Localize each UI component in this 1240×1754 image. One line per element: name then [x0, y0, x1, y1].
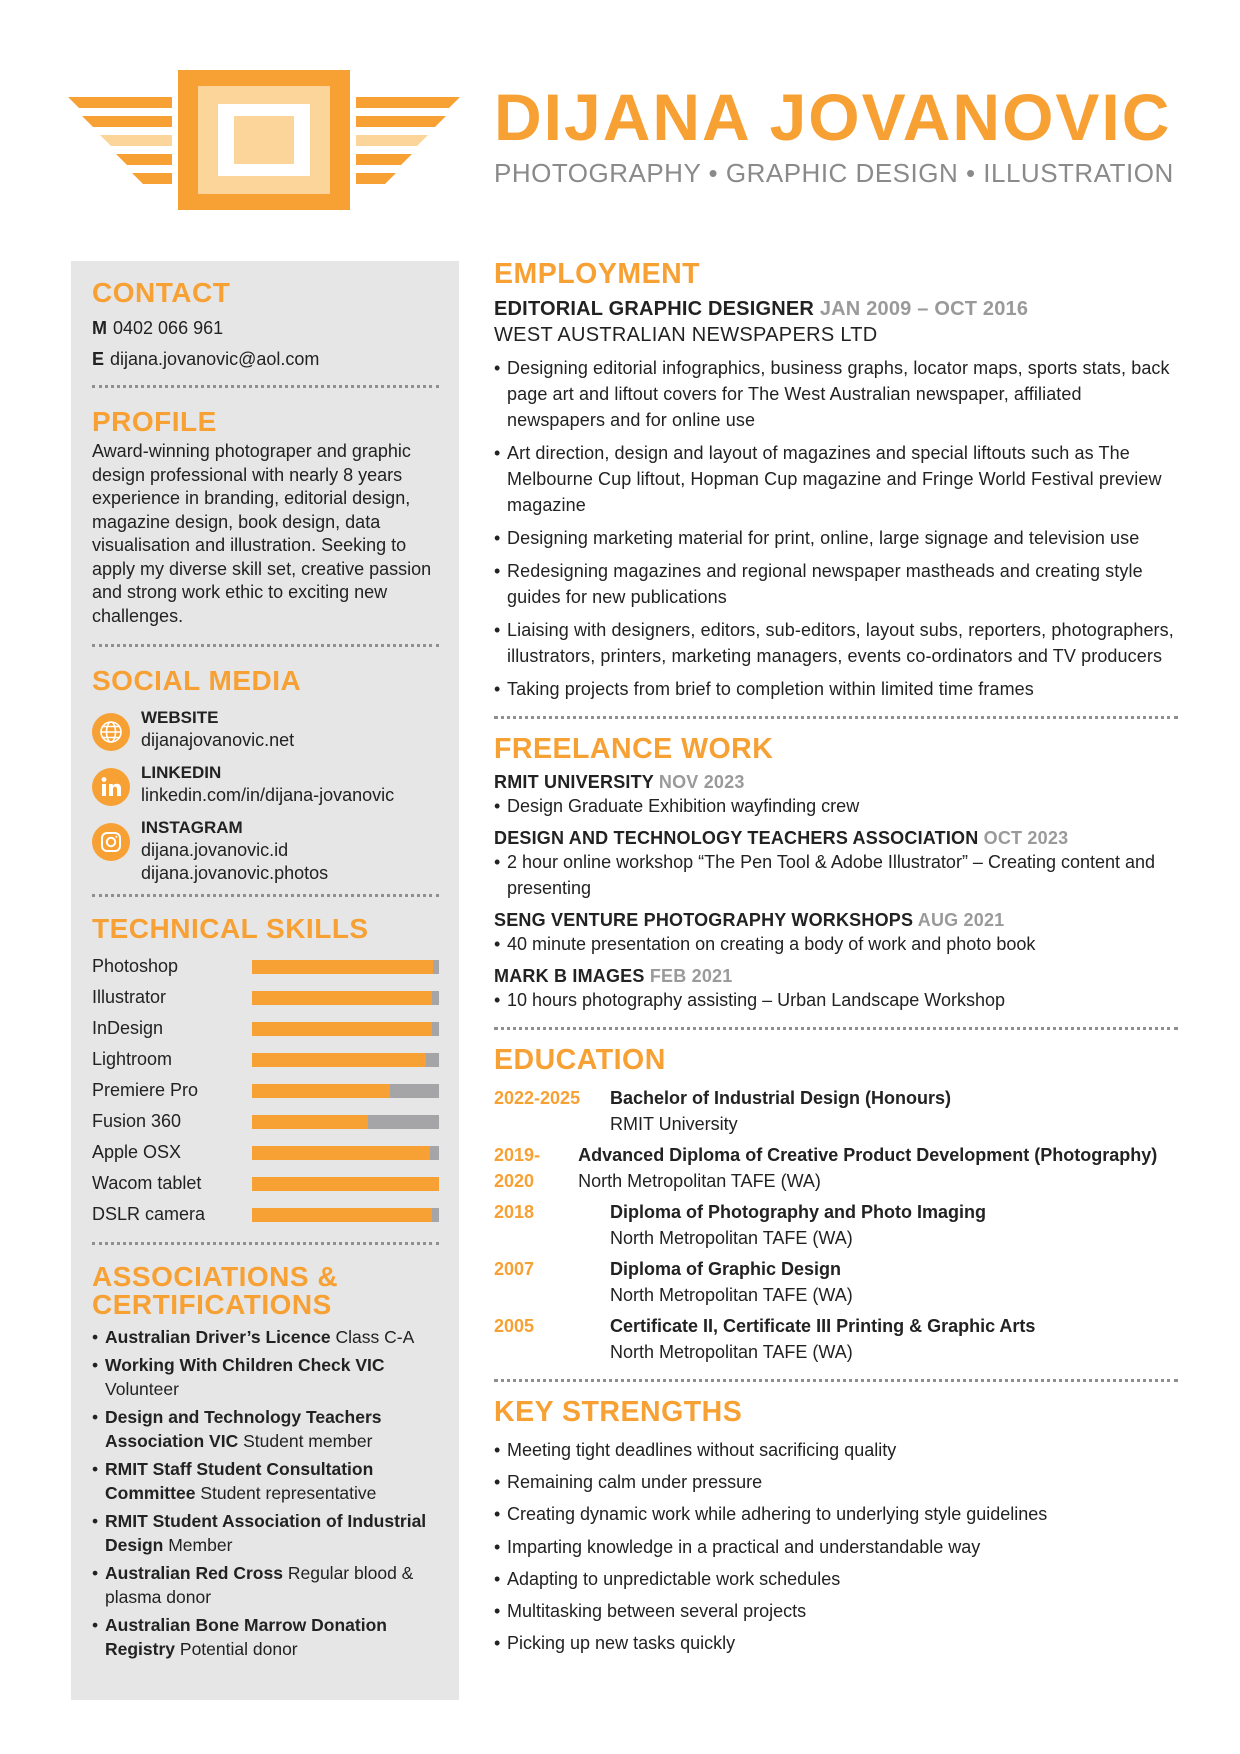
skill-bar-fill	[252, 1208, 432, 1222]
strength-item: • Remaining calm under pressure	[494, 1466, 1178, 1498]
education-year: 2007	[494, 1258, 535, 1279]
association-detail: Potential donor	[179, 1639, 298, 1659]
education-degree: Diploma of Graphic Design	[610, 1258, 842, 1279]
freelance-desc: • 40 minute presentation on creating a body of work and photo book	[494, 931, 1178, 957]
association-detail: Member	[168, 1535, 233, 1555]
job-title	[494, 298, 1178, 321]
association-item	[92, 1353, 439, 1401]
skill-bar	[252, 1022, 439, 1036]
association-item	[92, 1509, 439, 1557]
association-item	[92, 1325, 439, 1349]
skill-row	[92, 1075, 439, 1106]
skill-bar-fill	[252, 1146, 430, 1160]
education-body	[610, 1199, 986, 1251]
skill-bar	[252, 960, 439, 974]
education-body	[610, 1085, 951, 1137]
divider	[92, 644, 439, 647]
skill-name: InDesign	[92, 1018, 164, 1038]
associations-list	[92, 1325, 439, 1661]
association-item	[92, 1457, 439, 1505]
email-value[interactable]: dijana.jovanovic@aol.com	[110, 348, 320, 369]
mobile-label: M	[92, 318, 107, 338]
skill-bar	[252, 991, 439, 1005]
freelance-org: RMIT UNIVERSITY	[494, 772, 654, 792]
profile-text: Award-winning photograper and graphic design professional with nearly 8 years experience in branding, editorial design, magazine design, book design, data visualisation and illustration. Seeking to apply my diverse skill set, creative passion and strong work ethic to exciting new challenges.	[92, 441, 432, 626]
skill-bar	[252, 1208, 439, 1222]
employment-heading: EMPLOYMENT	[494, 258, 701, 290]
linkedin-link[interactable]: linkedin.com/in/dijana-jovanovic	[141, 785, 395, 805]
education-row	[494, 1142, 1178, 1194]
association-name: Working With Children Check VIC	[105, 1355, 385, 1375]
strengths-list	[494, 1434, 1178, 1659]
skill-row	[92, 1137, 439, 1168]
freelance-org: DESIGN AND TECHNOLOGY TEACHERS ASSOCIATION	[494, 828, 979, 848]
website-label: WEBSITE	[141, 708, 219, 727]
employment-bullet: • Designing editorial infographics, business graphs, locator maps, sports stats, back page art and liftout covers for The West Australian newspaper, affiliated newspapers and for online use	[494, 355, 1178, 433]
strength-item: • Multitasking between several projects	[494, 1595, 1178, 1627]
education-degree: Diploma of Photography and Photo Imaging	[610, 1201, 986, 1222]
contact-email	[92, 348, 439, 371]
education-body	[610, 1256, 853, 1308]
instagram-icon	[92, 823, 130, 861]
associations-heading-line-2: CERTIFICATIONS	[92, 1289, 332, 1320]
strength-item: • Creating dynamic work while adhering to underlying style guidelines	[494, 1498, 1178, 1530]
association-item	[92, 1613, 439, 1661]
education-body	[610, 1313, 1035, 1365]
education-degree: Bachelor of Industrial Design (Honours)	[610, 1087, 952, 1108]
association-item	[92, 1405, 439, 1453]
website-link[interactable]: dijanajovanovic.net	[141, 730, 295, 750]
skill-bar-fill	[252, 1022, 432, 1036]
association-detail: Class C-A	[335, 1327, 415, 1347]
email-label: E	[92, 348, 105, 369]
education-year: 2018	[494, 1201, 535, 1222]
skill-bar-fill	[252, 1177, 439, 1191]
freelance-list	[494, 772, 1178, 1013]
education-row	[494, 1085, 1178, 1137]
divider	[92, 385, 439, 388]
freelance-desc: • 10 hours photography assisting – Urban Landscape Workshop	[494, 987, 1178, 1013]
association-name: RMIT Staff Student Consultation Committee	[105, 1459, 374, 1503]
social-website[interactable]	[92, 707, 439, 752]
education-row	[494, 1199, 1178, 1251]
profile-heading: PROFILE	[92, 406, 217, 437]
freelance-org: SENG VENTURE PHOTOGRAPHY WORKSHOPS	[494, 910, 914, 930]
skill-row	[92, 951, 439, 982]
freelance-date: FEB 2021	[649, 966, 733, 986]
skill-name: Apple OSX	[92, 1142, 182, 1162]
association-name: Australian Red Cross	[105, 1563, 283, 1583]
employment-bullet: • Taking projects from brief to completion within limited time frames	[494, 676, 1178, 702]
skill-row	[92, 982, 439, 1013]
divider	[494, 1027, 1178, 1030]
association-detail: Student representative	[200, 1483, 377, 1503]
freelance-org: MARK B IMAGES	[494, 966, 645, 986]
skill-name: Lightroom	[92, 1049, 173, 1069]
education-school: North Metropolitan TAFE (WA)	[610, 1284, 853, 1305]
freelance-desc: • 2 hour online workshop “The Pen Tool & Adobe Illustrator” – Creating content and presenting	[494, 849, 1178, 901]
association-detail: Volunteer	[105, 1379, 179, 1399]
strength-item: • Adapting to unpredictable work schedules	[494, 1563, 1178, 1595]
education-year: 2022-2025	[494, 1087, 581, 1108]
skills-list	[92, 951, 439, 1230]
education-year: 2019-2020	[494, 1144, 541, 1191]
instagram-label: INSTAGRAM	[141, 818, 243, 837]
education-list	[494, 1085, 1178, 1365]
education-row	[494, 1256, 1178, 1308]
social-heading: SOCIAL MEDIA	[92, 665, 302, 696]
education-row	[494, 1313, 1178, 1365]
association-detail: Regular blood & plasma donor	[105, 1563, 414, 1607]
social-instagram[interactable]	[92, 817, 439, 885]
skill-row	[92, 1013, 439, 1044]
skill-bar-fill	[252, 1115, 368, 1129]
divider	[92, 1242, 439, 1245]
candidate-tagline: PHOTOGRAPHY • GRAPHIC DESIGN • ILLUSTRATION	[494, 158, 1174, 188]
education-school: North Metropolitan TAFE (WA)	[610, 1227, 853, 1248]
employment-bullets	[494, 355, 1178, 702]
skill-name: Photoshop	[92, 956, 179, 976]
job-dates: JAN 2009 – OCT 2016	[819, 297, 1029, 320]
social-linkedin[interactable]	[92, 762, 439, 807]
freelance-desc: • Design Graduate Exhibition wayfinding crew	[494, 793, 1178, 819]
education-degree: Certificate II, Certificate III Printing & Graphic Arts	[610, 1315, 1036, 1336]
main-column	[494, 260, 1178, 1659]
skill-row	[92, 1199, 439, 1230]
skill-row	[92, 1106, 439, 1137]
employment-bullet: • Redesigning magazines and regional newspaper mastheads and creating style guides for new publications	[494, 558, 1178, 610]
strength-item: • Meeting tight deadlines without sacrificing quality	[494, 1434, 1178, 1466]
skill-bar	[252, 1177, 439, 1191]
candidate-name: DIJANA JOVANOVIC	[494, 80, 1172, 154]
association-detail: Student member	[243, 1431, 373, 1451]
monogram-logo	[68, 70, 460, 210]
freelance-heading: FREELANCE WORK	[494, 732, 774, 765]
skills-heading: TECHNICAL SKILLS	[92, 913, 369, 944]
skill-name: Wacom tablet	[92, 1173, 202, 1193]
freelance-title	[494, 772, 1178, 793]
employment-bullet: • Liaising with designers, editors, sub-editors, layout subs, reporters, photographers, illustrators, printers, marketing managers, events co-ordinators and TV producers	[494, 617, 1178, 669]
instagram-link-2[interactable]: dijana.jovanovic.photos	[141, 863, 329, 883]
association-name: RMIT Student Association of Industrial Design	[105, 1511, 427, 1555]
association-name: Design and Technology Teachers Association VIC	[105, 1407, 382, 1451]
education-school: North Metropolitan TAFE (WA)	[578, 1170, 821, 1191]
skill-bar	[252, 1053, 439, 1067]
skill-name: Fusion 360	[92, 1111, 182, 1131]
skill-bar	[252, 1146, 439, 1160]
instagram-link-1[interactable]: dijana.jovanovic.id	[141, 840, 289, 860]
strength-item: • Imparting knowledge in a practical and understandable way	[494, 1531, 1178, 1563]
education-body	[578, 1142, 1178, 1194]
freelance-date: NOV 2023	[658, 772, 745, 792]
skill-bar	[252, 1115, 439, 1129]
skill-row	[92, 1044, 439, 1075]
education-degree: Advanced Diploma of Creative Product Development (Photography)	[578, 1144, 1158, 1165]
freelance-date: AUG 2021	[917, 910, 1005, 930]
education-school: RMIT University	[610, 1113, 738, 1134]
divider	[494, 1379, 1178, 1382]
job-title-text: EDITORIAL GRAPHIC DESIGNER	[494, 297, 815, 320]
globe-icon	[92, 713, 130, 751]
skill-bar-fill	[252, 960, 434, 974]
skill-name: Premiere Pro	[92, 1080, 199, 1100]
skill-name: DSLR camera	[92, 1204, 206, 1224]
association-name: Australian Bone Marrow Donation Registry	[105, 1615, 387, 1659]
skill-bar-fill	[252, 1053, 426, 1067]
education-heading: EDUCATION	[494, 1044, 666, 1076]
employment-bullet: • Designing marketing material for print, online, large signage and television use	[494, 525, 1178, 551]
strength-item: • Picking up new tasks quickly	[494, 1627, 1178, 1659]
skill-row	[92, 1168, 439, 1199]
education-year: 2005	[494, 1315, 535, 1336]
skill-bar-fill	[252, 1084, 391, 1098]
freelance-title	[494, 828, 1178, 849]
freelance-date: OCT 2023	[983, 828, 1069, 848]
freelance-title	[494, 966, 1178, 987]
contact-heading: CONTACT	[92, 277, 231, 308]
divider	[494, 716, 1178, 719]
association-item	[92, 1561, 439, 1609]
job-company: WEST AUSTRALIAN NEWSPAPERS LTD	[494, 323, 878, 346]
strengths-heading: KEY STRENGTHS	[494, 1395, 743, 1428]
skill-bar-fill	[252, 991, 432, 1005]
linkedin-icon	[92, 768, 130, 806]
sidebar	[71, 261, 459, 1700]
divider	[92, 894, 439, 897]
association-name: Australian Driver’s Licence	[105, 1327, 331, 1347]
linkedin-label: LINKEDIN	[141, 763, 222, 782]
associations-heading-line-1: ASSOCIATIONS &	[92, 1261, 339, 1292]
skill-bar	[252, 1084, 439, 1098]
education-school: North Metropolitan TAFE (WA)	[610, 1341, 853, 1362]
skill-name: Illustrator	[92, 987, 167, 1007]
employment-bullet: • Art direction, design and layout of magazines and special liftouts such as The Melbourne Cup liftout, Hopman Cup magazine and Fringe World Festival preview magazine	[494, 440, 1178, 518]
contact-mobile	[92, 317, 439, 340]
freelance-title	[494, 910, 1178, 931]
mobile-value: 0402 066 961	[113, 318, 224, 338]
